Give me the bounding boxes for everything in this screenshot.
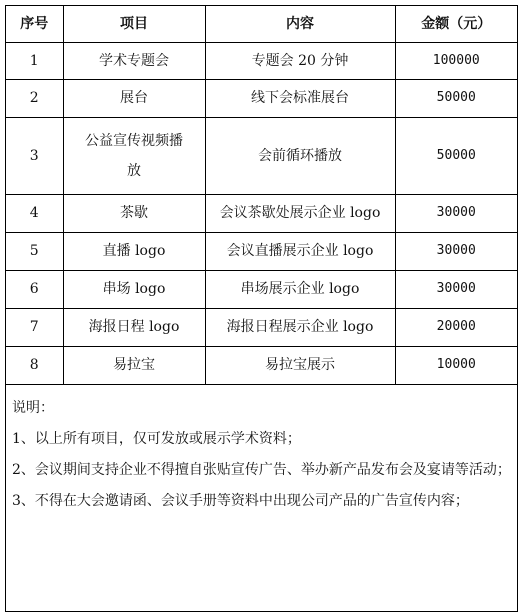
table-row <box>6 308 517 346</box>
header-amount: 金额（元） <box>395 6 517 42</box>
table-row <box>6 270 517 308</box>
sponsorship-sheet <box>5 5 518 612</box>
row-item: 展台 <box>63 79 205 117</box>
row-amount: 50000 <box>395 79 517 117</box>
notes-title: 说明： <box>12 399 54 416</box>
row-content: 专题会 20 分钟 <box>205 42 395 79</box>
row-no: 1 <box>6 42 63 79</box>
sponsorship-table <box>6 6 517 385</box>
note-item: 3、不得在大会邀请函、会议手册等资料中出现公司产品的广告宣传内容； <box>12 492 469 509</box>
row-content: 串场展示企业 logo <box>205 270 395 308</box>
row-content: 会前循环播放 <box>205 117 395 194</box>
row-amount: 30000 <box>395 194 517 232</box>
table-row <box>6 117 517 194</box>
note-item: 1、以上所有项目，仅可发放或展示学术资料； <box>12 430 301 447</box>
row-no: 2 <box>6 79 63 117</box>
row-no: 8 <box>6 346 63 384</box>
note-item: 2、会议期间支持企业不得擅自张贴宣传广告、举办新产品发布会及宴请等活动； <box>12 461 511 478</box>
table-row <box>6 42 517 79</box>
header-no: 序号 <box>6 6 63 42</box>
table-row <box>6 346 517 384</box>
row-no: 7 <box>6 308 63 346</box>
header-item: 项目 <box>63 6 205 42</box>
row-item: 学术专题会 <box>63 42 205 79</box>
row-item: 海报日程 logo <box>63 308 205 346</box>
table-row <box>6 232 517 270</box>
row-content: 易拉宝展示 <box>205 346 395 384</box>
table-row <box>6 79 517 117</box>
row-content: 海报日程展示企业 logo <box>205 308 395 346</box>
row-item: 串场 logo <box>63 270 205 308</box>
header-content: 内容 <box>205 6 395 42</box>
row-amount: 100000 <box>395 42 517 79</box>
table-header-row <box>6 6 517 42</box>
row-content: 线下会标准展台 <box>205 79 395 117</box>
row-content: 会议茶歇处展示企业 logo <box>205 194 395 232</box>
row-item: 直播 logo <box>63 232 205 270</box>
row-content: 会议直播展示企业 logo <box>205 232 395 270</box>
row-item: 易拉宝 <box>63 346 205 384</box>
row-amount: 30000 <box>395 270 517 308</box>
row-item: 公益宣传视频播放 <box>63 117 205 194</box>
row-no: 3 <box>6 117 63 194</box>
row-no: 4 <box>6 194 63 232</box>
row-item: 茶歇 <box>63 194 205 232</box>
row-no: 5 <box>6 232 63 270</box>
row-amount: 20000 <box>395 308 517 346</box>
notes-section <box>6 385 517 517</box>
row-amount: 30000 <box>395 232 517 270</box>
row-amount: 10000 <box>395 346 517 384</box>
row-amount: 50000 <box>395 117 517 194</box>
table-row <box>6 194 517 232</box>
row-no: 6 <box>6 270 63 308</box>
